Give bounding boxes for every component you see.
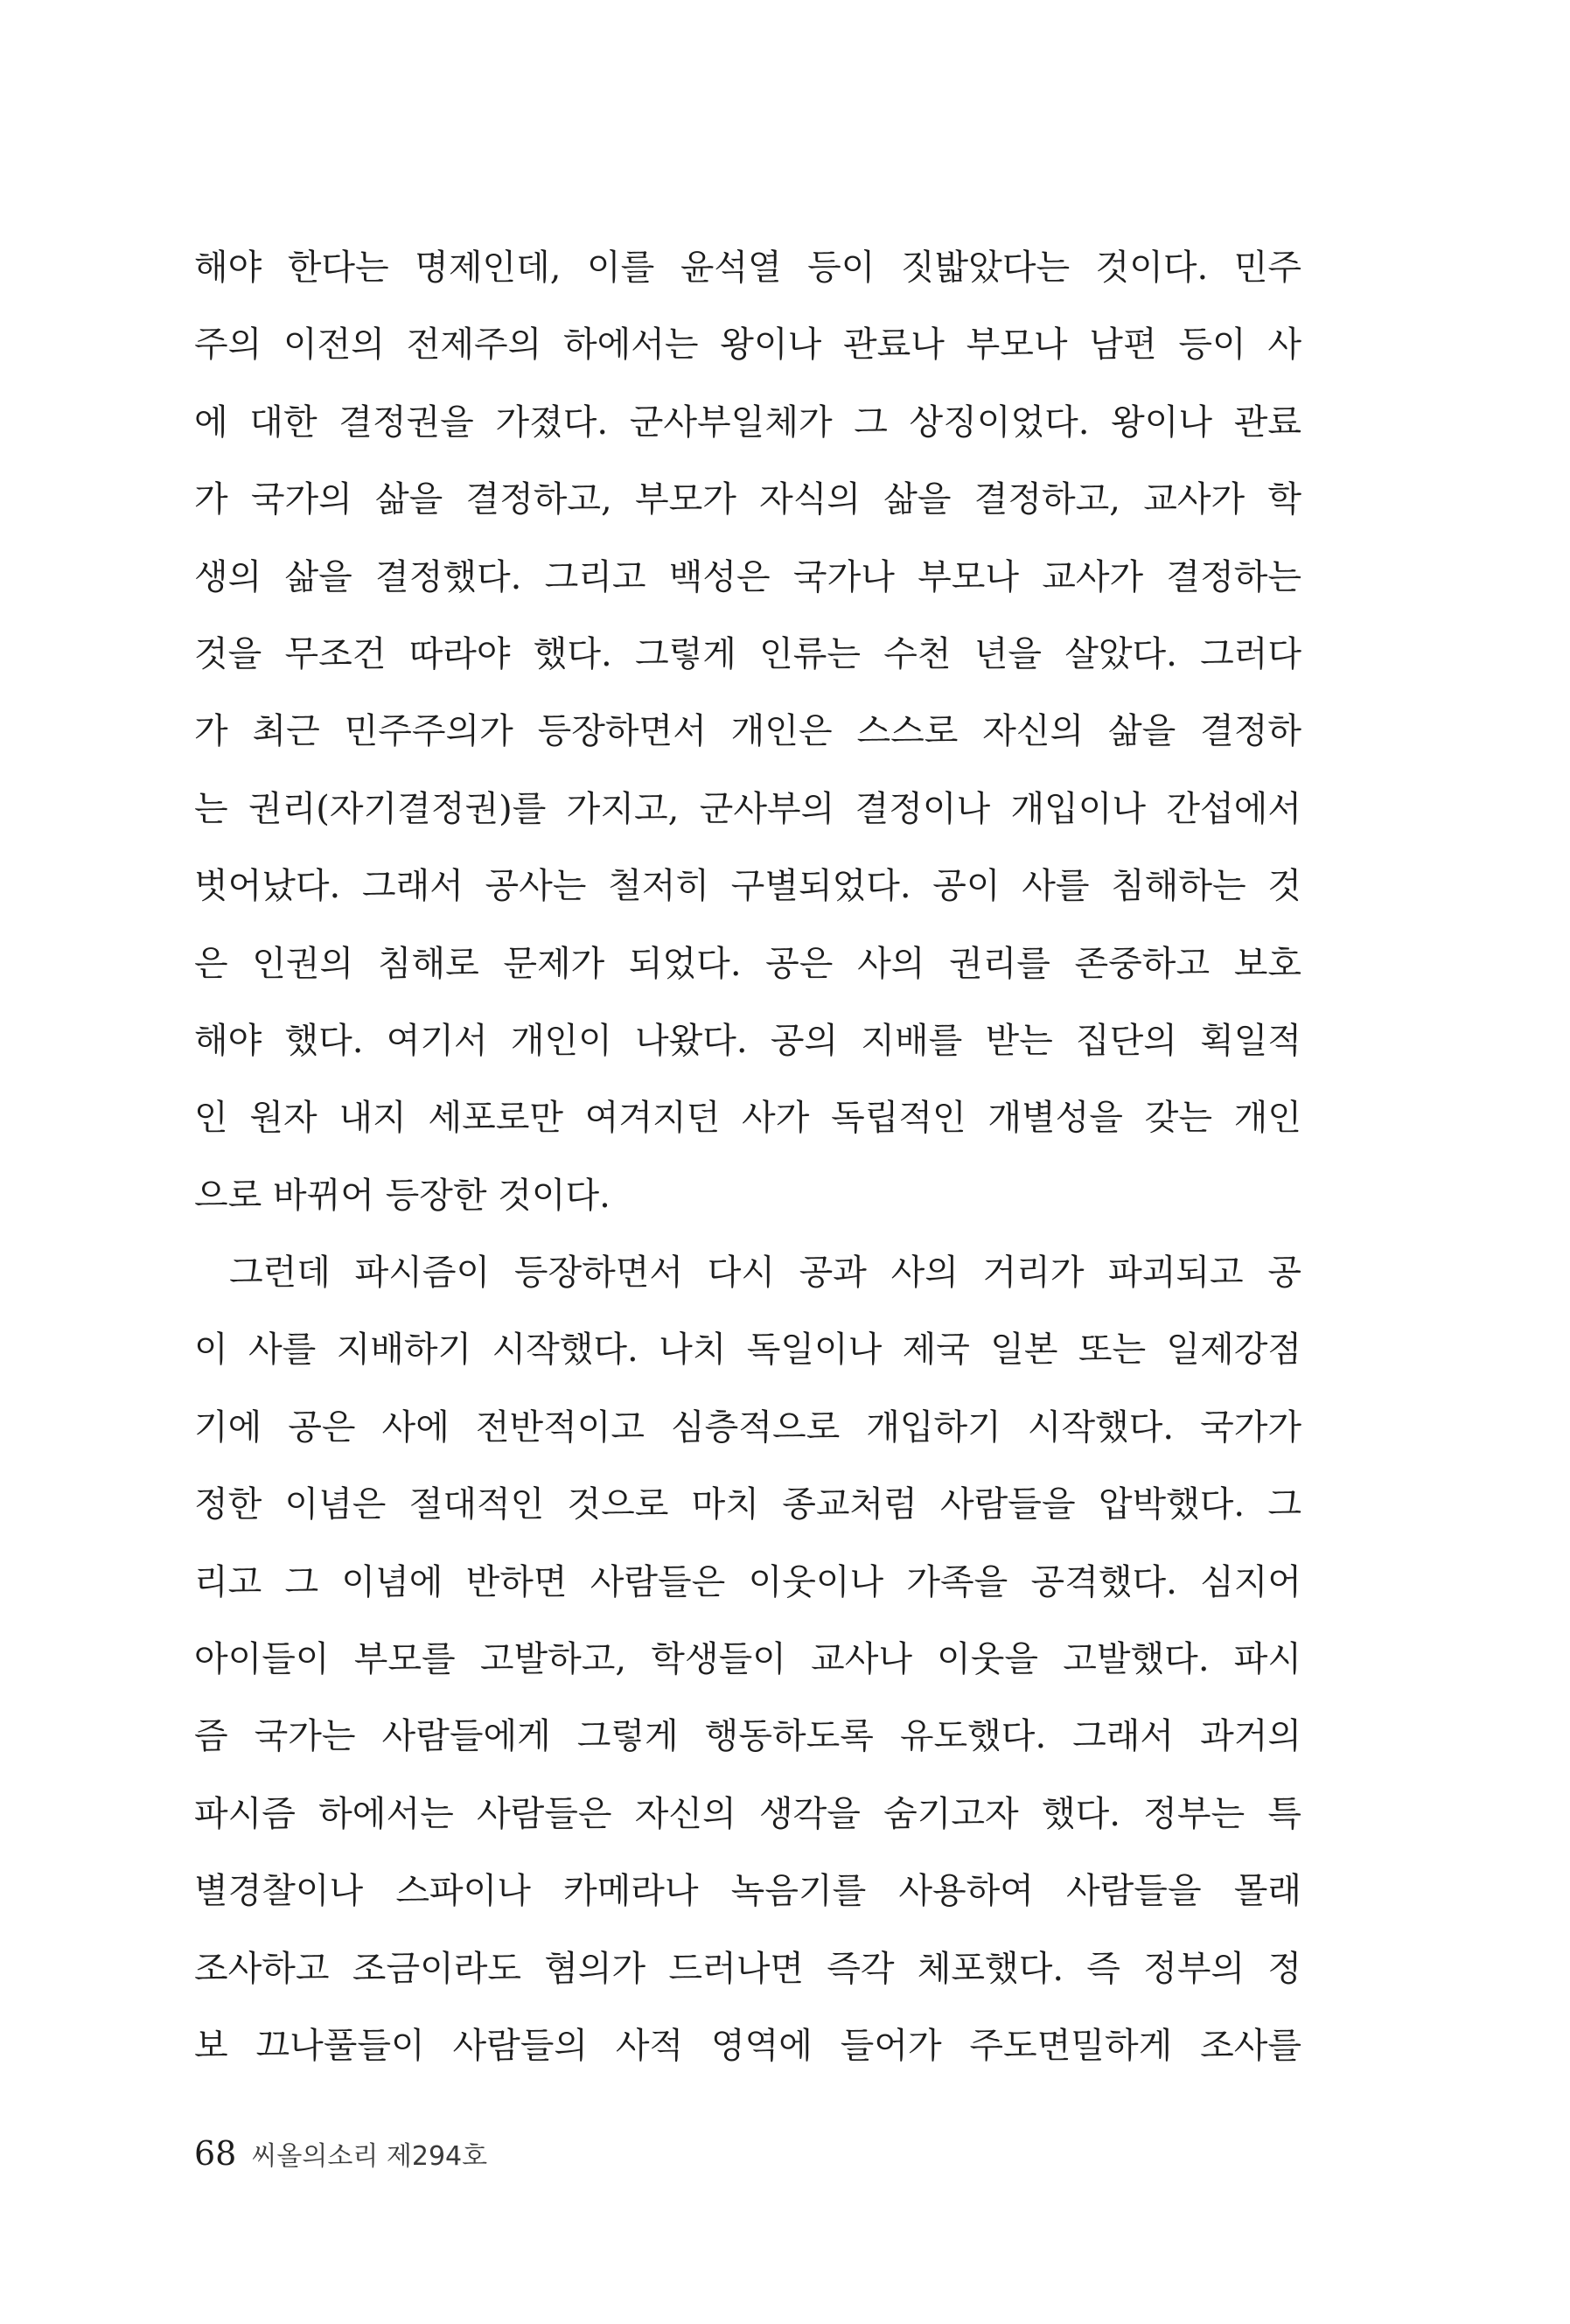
text-line: 인 원자 내지 세포로만 여겨지던 사가 독립적인 개별성을 갖는 개인 <box>194 1098 1301 1139</box>
journal-title: 씨올의소리 제294호 <box>251 2141 488 2172</box>
text-line: 이 사를 지배하기 시작했다. 나치 독일이나 제국 일본 또는 일제강점 <box>194 1329 1301 1371</box>
text-line: 아이들이 부모를 고발하고, 학생들이 교사나 이웃을 고발했다. 파시 <box>194 1639 1301 1680</box>
text-line: 는 권리(자기결정권)를 가지고, 군사부의 결정이나 개입이나 간섭에서 <box>194 788 1301 829</box>
text-line: 벗어났다. 그래서 공사는 철저히 구별되었다. 공이 사를 침해하는 것 <box>194 866 1301 907</box>
text-line: 생의 삶을 결정했다. 그리고 백성은 국가나 부모나 교사가 결정하는 <box>194 556 1301 597</box>
text-line: 보 끄나풀들이 사람들의 사적 영역에 들어가 주도면밀하게 조사를 <box>194 2025 1301 2066</box>
text-line: 가 국가의 삶을 결정하고, 부모가 자식의 삶을 결정하고, 교사가 학 <box>194 479 1301 520</box>
text-line: 가 최근 민주주의가 등장하면서 개인은 스스로 자신의 삶을 결정하 <box>194 711 1301 752</box>
text-line: 정한 이념은 절대적인 것으로 마치 종교처럼 사람들을 압박했다. 그 <box>194 1484 1301 1525</box>
text-line: 그런데 파시즘이 등장하면서 다시 공과 사의 거리가 파괴되고 공 <box>229 1253 1301 1294</box>
page-footer <box>194 2127 487 2180</box>
body-text <box>194 229 1301 2084</box>
text-line: 기에 공은 사에 전반적이고 심층적으로 개입하기 시작했다. 국가가 <box>194 1406 1301 1448</box>
text-line: 해야 한다는 명제인데, 이를 윤석열 등이 짓밟았다는 것이다. 민주 <box>194 248 1301 288</box>
page-number: 68 <box>194 2134 237 2173</box>
text-line: 별경찰이나 스파이나 카메라나 녹음기를 사용하여 사람들을 몰래 <box>194 1871 1301 1912</box>
text-line: 것을 무조건 따라야 했다. 그렇게 인류는 수천 년을 살았다. 그러다 <box>194 633 1301 674</box>
text-line: 해야 했다. 여기서 개인이 나왔다. 공의 지배를 받는 집단의 획일적 <box>194 1020 1301 1061</box>
text-line: 은 인권의 침해로 문제가 되었다. 공은 사의 권리를 존중하고 보호 <box>194 943 1301 984</box>
text-line: 주의 이전의 전제주의 하에서는 왕이나 관료나 부모나 남편 등이 사 <box>194 325 1301 366</box>
text-line: 으로 바뀌어 등장한 것이다. <box>194 1175 611 1216</box>
text-line: 조사하고 조금이라도 혐의가 드러나면 즉각 체포했다. 즉 정부의 정 <box>194 1948 1301 1989</box>
text-line: 즘 국가는 사람들에게 그렇게 행동하도록 유도했다. 그래서 과거의 <box>194 1716 1301 1757</box>
text-line: 리고 그 이념에 반하면 사람들은 이웃이나 가족을 공격했다. 심지어 <box>194 1561 1301 1602</box>
text-line: 파시즘 하에서는 사람들은 자신의 생각을 숨기고자 했다. 정부는 특 <box>194 1793 1301 1834</box>
text-line: 에 대한 결정권을 가졌다. 군사부일체가 그 상징이었다. 왕이나 관료 <box>194 401 1301 443</box>
